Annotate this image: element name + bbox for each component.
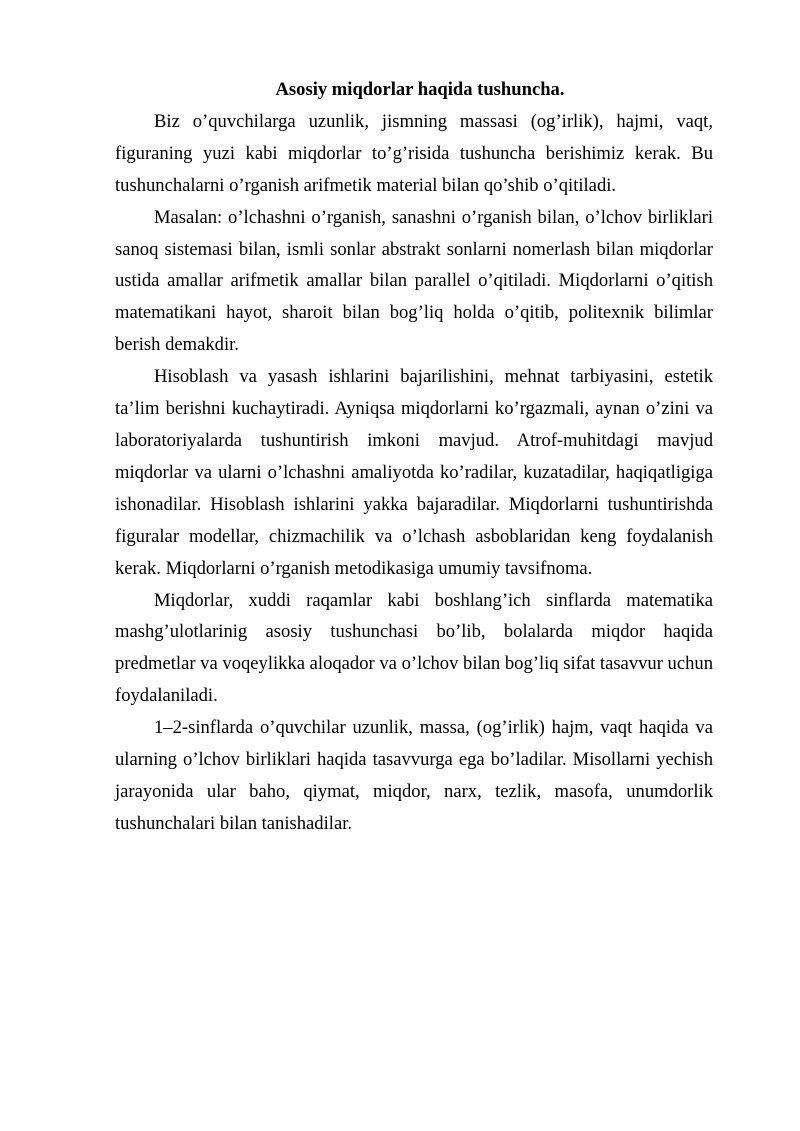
document-page xyxy=(115,74,713,840)
paragraph-1: Biz o’quvchilarga uzunlik, jismning massasi (og’irlik), hajmi, vaqt, figuraning yuzi kabi miqdorlar to’g’risida tushuncha berishimiz kerak. Bu tushunchalarni o’rganish arifmetik material bilan qo’shib o’qitiladi. xyxy=(115,110,713,196)
paragraph-2: Masalan: o’lchashni o’rganish, sanashni o’rganish bilan, o’lchov birliklari sanoq sistemasi bilan, ismli sonlar abstrakt sonlarni nomerlash bilan miqdorlar ustida amallar arifmetik amallar bilan parallel o’qitiladi. Miqdorlarni o’qitish matematikani hayot, sharoit bilan bog’liq holda o’qitib, politexnik bilimlar berish demakdir. xyxy=(115,206,713,356)
paragraph-5: 1–2-sinflarda o’quvchilar uzunlik, massa, (og’irlik) hajm, vaqt haqida va ularning o’lchov birliklari haqida tasavvurga ega bo’ladilar. Misollarni yechish jarayonida ular baho, qiymat, miqdor, narx, tezlik, masofa, unumdorlik tushunchalari bilan tanishadilar. xyxy=(115,717,713,834)
paragraph-3: Hisoblash va yasash ishlarini bajarilishini, mehnat tarbiyasini, estetik ta’lim berishni kuchaytiradi. Ayniqsa miqdorlarni ko’rgazmali, aynan o’zini va laboratoriyalarda tushuntirish imkoni mavjud. Atrof-muhitdagi mavjud miqdorlar va ularni o’lchashni amaliyotda ko’radilar, kuzatadilar, haqiqatligiga ishonadilar. Hisoblash ishlarini yakka bajaradilar. Miqdorlarni tushuntirishda figuralar modellar, chizmachilik va o’lchash asboblaridan keng foydalanish kerak. Miqdorlarni o’rganish metodikasiga umumiy tavsifnoma. xyxy=(115,366,713,579)
paragraph-4: Miqdorlar, xuddi raqamlar kabi boshlang’ich sinflarda matematika mashg’ulotlarinig asosiy tushunchasi bo’lib, bolalarda miqdor haqida predmetlar va voqeylikka aloqador va o’lchov bilan bog’liq sifat tasavvur uchun foydalaniladi. xyxy=(115,589,713,707)
document-title: Asosiy miqdorlar haqida tushuncha. xyxy=(275,79,565,100)
